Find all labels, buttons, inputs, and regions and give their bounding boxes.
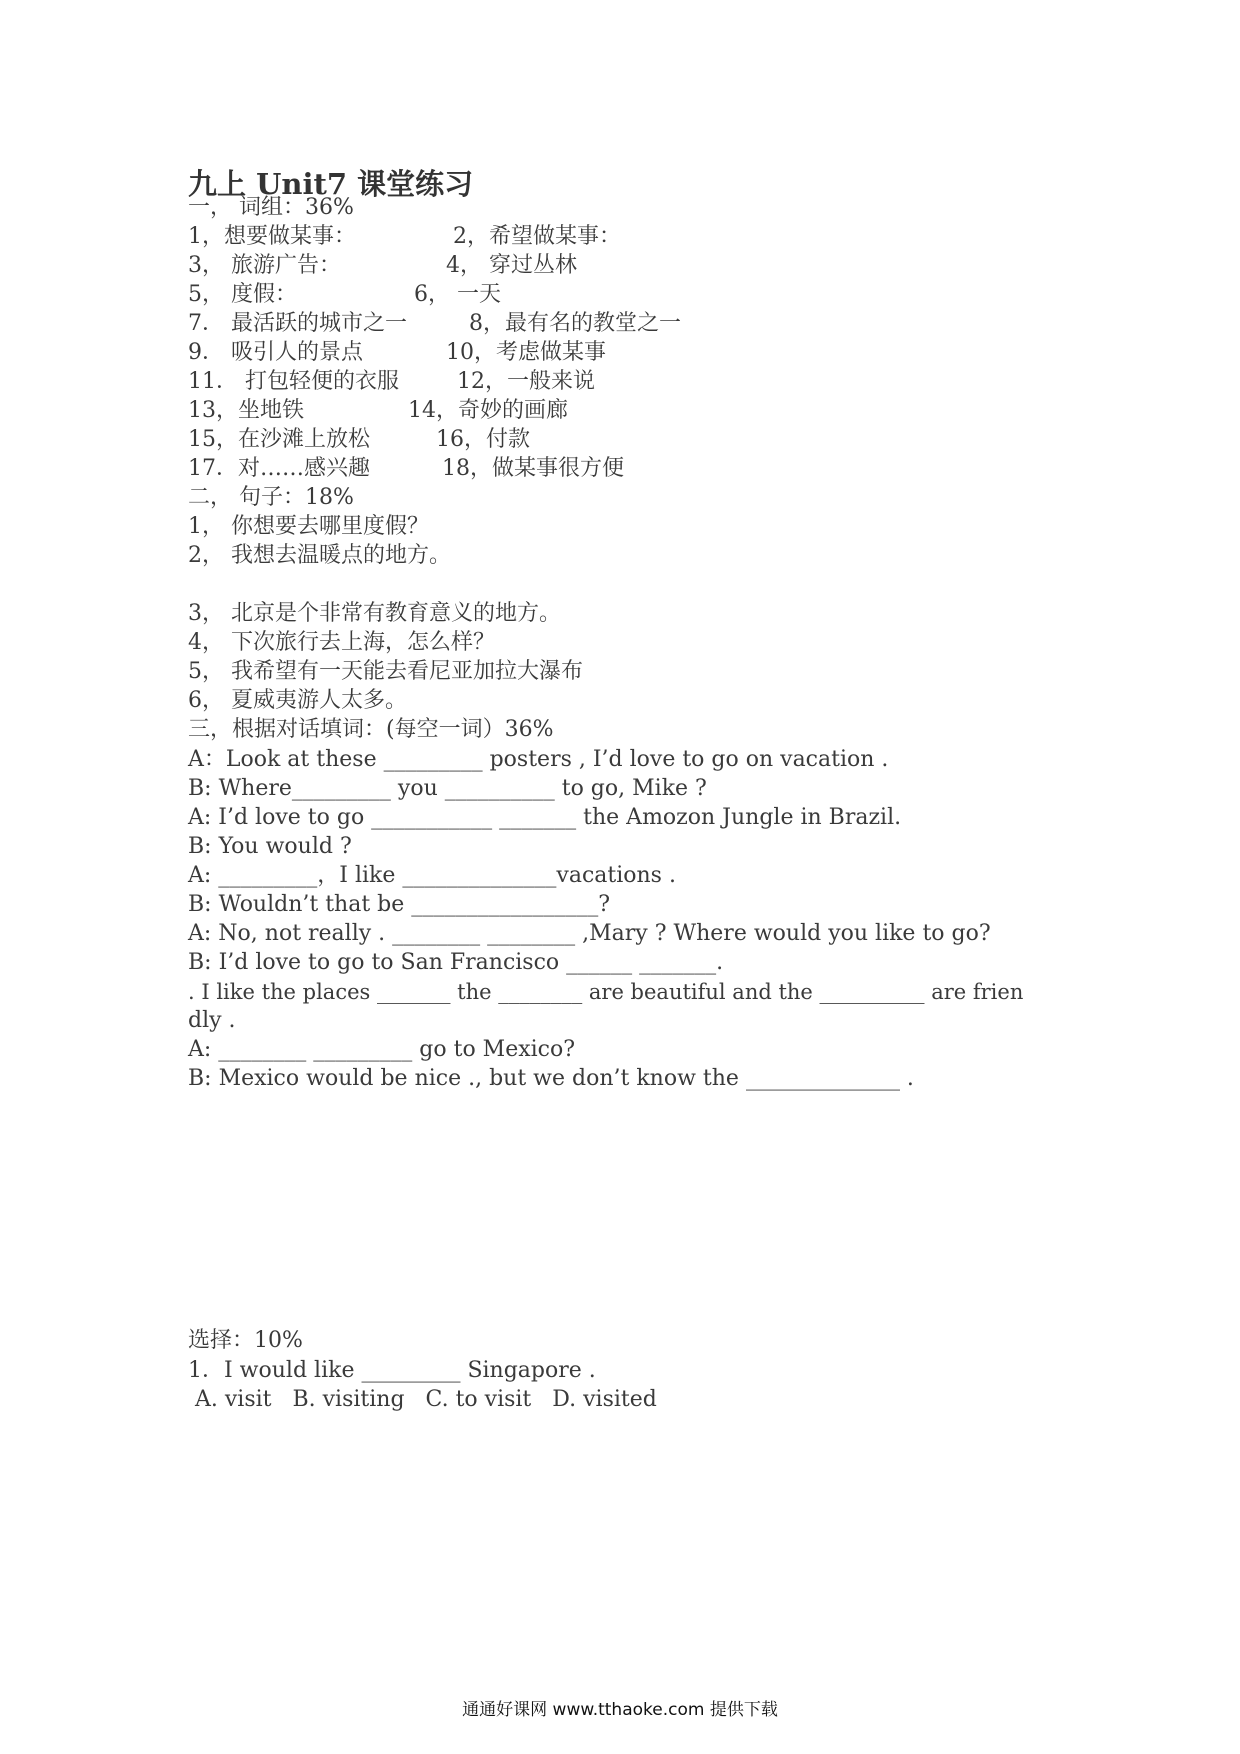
phrase-right: 10，考虑做某事 (446, 340, 606, 365)
phrase-right: 12，一般来说 (457, 369, 595, 394)
phrase-left: 1，想要做某事： (188, 224, 356, 249)
dialogue-line: dly . (188, 1008, 236, 1033)
phrase-row (188, 280, 888, 310)
dialogue-line: B: Mexico would be nice ., but we don’t know the ______________ . (188, 1066, 914, 1091)
choice-question: 1．I would like _________ Singapore . (188, 1358, 596, 1383)
phrase-right: 8，最有名的教堂之一 (469, 311, 681, 336)
dialogue-line: B: I’d love to go to San Francisco ______ _______. (188, 950, 724, 975)
phrase-left: 9． 吸引人的景点 (188, 340, 363, 365)
phrase-row (188, 309, 888, 339)
dialogue-line: A: I’d love to go ___________ _______ the Amozon Jungle in Brazil. (188, 805, 902, 830)
section3-heading: 三，根据对话填词：(每空一词）36% (188, 717, 554, 742)
sentence-item: 3， 北京是个非常有教育意义的地方。 (188, 601, 561, 626)
dialogue-line: A：Look at these _________ posters , I’d love to go on vacation . (188, 747, 889, 772)
section1-heading: 一， 词组：36% (188, 195, 354, 220)
phrase-left: 13，坐地铁 (188, 398, 304, 423)
section4-heading: 选择：10% (188, 1328, 303, 1353)
phrase-right: 18，做某事很方便 (442, 456, 624, 481)
phrase-right: 2，希望做某事： (453, 224, 621, 249)
phrase-left: 5， 度假： (188, 282, 297, 307)
dialogue-line: B: Where_________ you __________ to go, Mike ? (188, 776, 707, 801)
dialogue-line: B: Wouldn’t that be _________________? (188, 892, 611, 917)
phrase-row (188, 425, 888, 455)
dialogue-line: A: No, not really . ________ ________ ,Mary ? Where would you like to go? (188, 921, 991, 946)
phrase-row (188, 222, 888, 252)
page-footer: 通通好课网 www.tthaoke.com 提供下载 (462, 1700, 778, 1720)
dialogue-line: . I like the places _______ the ________ are beautiful and the __________ are frien (188, 980, 1024, 1004)
phrase-row (188, 367, 888, 397)
phrase-right: 6， 一天 (414, 282, 501, 307)
phrase-row (188, 338, 888, 368)
phrase-left: 15，在沙滩上放松 (188, 427, 370, 452)
dialogue-line: A: ________ _________ go to Mexico? (188, 1037, 576, 1062)
section2-heading: 二， 句子：18% (188, 485, 354, 510)
sentence-item: 1， 你想要去哪里度假？ (188, 514, 429, 539)
phrase-right: 16，付款 (436, 427, 530, 452)
sentence-item: 4， 下次旅行去上海，怎么样？ (188, 630, 495, 655)
sentence-item: 5， 我希望有一天能去看尼亚加拉大瀑布 (188, 659, 583, 684)
phrase-row (188, 454, 888, 484)
sentence-item: 2， 我想去温暖点的地方。 (188, 543, 451, 568)
page-title: 九上 Unit7 课堂练习 (188, 167, 474, 201)
dialogue-line: A: _________，I like ______________vacations . (188, 863, 676, 888)
phrase-left: 11． 打包轻便的衣服 (188, 369, 399, 394)
phrase-left: 7． 最活跃的城市之一 (188, 311, 407, 336)
phrase-right: 14，奇妙的画廊 (408, 398, 568, 423)
phrase-left: 3， 旅游广告： (188, 253, 341, 278)
phrase-left: 17．对……感兴趣 (188, 456, 370, 481)
phrase-row (188, 251, 888, 281)
choice-options: A. visit B. visiting C. to visit D. visited (188, 1387, 657, 1412)
dialogue-line: B: You would ? (188, 834, 352, 859)
phrase-right: 4， 穿过丛林 (446, 253, 577, 278)
sentence-item: 6， 夏威夷游人太多。 (188, 688, 407, 713)
phrase-row (188, 396, 888, 426)
